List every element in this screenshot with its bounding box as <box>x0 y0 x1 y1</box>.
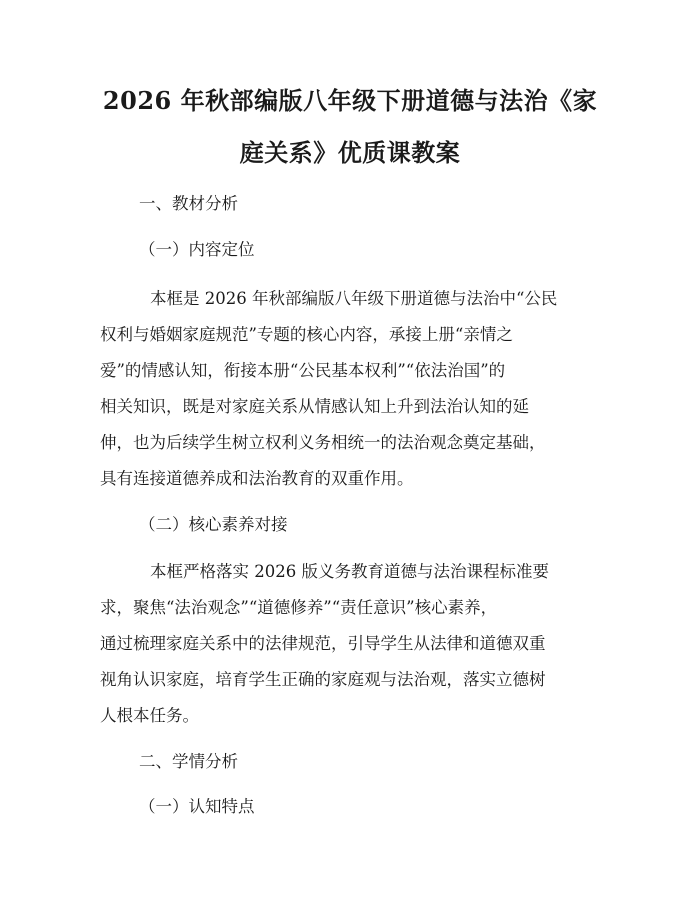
paragraph-2-line-4: 视角认识家庭，培育学生正确的家庭观与法治观，落实立德树 <box>100 670 546 689</box>
document-title-line-2: 庭关系》优质课教案 <box>239 138 461 167</box>
section-2-subheading-1: （一）认知特点 <box>139 797 255 816</box>
paragraph-1-line-4: 相关知识，既是对家庭关系从情感认知上升到法治认知的延 <box>100 397 529 416</box>
paragraph-1-line-1: 本框是 2026 年秋部编版八年级下册道德与法治中“公民 <box>150 289 558 308</box>
paragraph-2-line-1: 本框严格落实 2026 版义务教育道德与法治课程标准要 <box>150 562 549 581</box>
document-title-line-1: 2026 年秋部编版八年级下册道德与法治《家 <box>102 86 598 115</box>
section-2-heading: 二、学情分析 <box>139 752 238 771</box>
paragraph-2-line-2: 求，聚焦“法治观念”“道德修养”“责任意识”核心素养， <box>100 598 498 617</box>
section-1-subheading-2: （二）核心素养对接 <box>139 515 288 534</box>
paragraph-1-line-5: 伸，也为后续学生树立权利义务相统一的法治观念奠定基础， <box>100 433 546 452</box>
section-1-heading: 一、教材分析 <box>139 194 238 213</box>
paragraph-1-line-2: 权利与婚姻家庭规范”专题的核心内容，承接上册“亲情之 <box>100 325 513 344</box>
paragraph-2-line-3: 通过梳理家庭关系中的法律规范，引导学生从法律和道德双重 <box>100 634 546 653</box>
paragraph-1-line-3: 爱”的情感认知，衔接本册“公民基本权利”“依法治国”的 <box>100 361 506 380</box>
paragraph-2-line-5: 人根本任务。 <box>100 706 199 725</box>
section-1-subheading-1: （一）内容定位 <box>139 240 255 259</box>
paragraph-1-line-6: 具有连接道德养成和法治教育的双重作用。 <box>100 469 414 488</box>
